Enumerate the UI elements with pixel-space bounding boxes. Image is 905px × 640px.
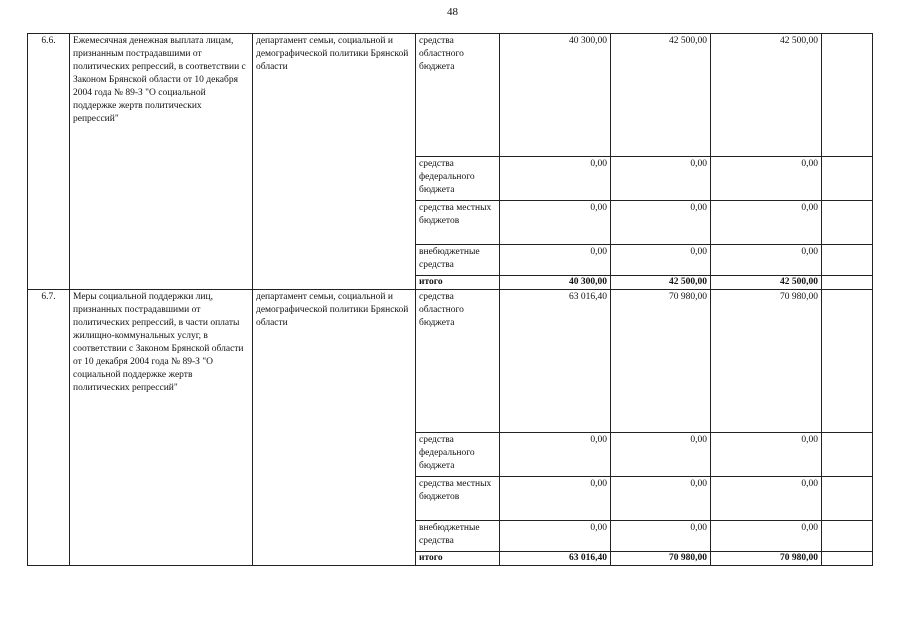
source-label: средства местных бюджетов (416, 201, 500, 245)
value-year2: 0,00 (611, 245, 711, 276)
measure-description: Ежемесячная денежная выплата лицам, признанным пострадавшими от политических репрессий, в соответствии с Законом Брянской области от 10 декабря 2004 года № 89-З "О социальной поддержке жертв политических репрессий" (70, 34, 253, 290)
total-year1: 63 016,40 (500, 552, 611, 566)
table-row (28, 34, 873, 157)
budget-table (27, 33, 873, 566)
row-index: 6.7. (28, 290, 70, 566)
value-year2: 0,00 (611, 201, 711, 245)
empty-cell (822, 552, 873, 566)
empty-cell (822, 477, 873, 521)
source-label: внебюджетные средства (416, 245, 500, 276)
value-year2: 42 500,00 (611, 34, 711, 157)
value-year1: 0,00 (500, 433, 611, 477)
value-year1: 0,00 (500, 521, 611, 552)
value-year1: 0,00 (500, 245, 611, 276)
value-year1: 0,00 (500, 201, 611, 245)
value-year2: 0,00 (611, 477, 711, 521)
empty-cell (822, 245, 873, 276)
value-year1: 0,00 (500, 477, 611, 521)
empty-cell (822, 276, 873, 290)
empty-cell (822, 201, 873, 245)
value-year2: 0,00 (611, 521, 711, 552)
row-index: 6.6. (28, 34, 70, 290)
total-year2: 42 500,00 (611, 276, 711, 290)
value-year3: 0,00 (711, 433, 822, 477)
total-year2: 70 980,00 (611, 552, 711, 566)
empty-cell (822, 521, 873, 552)
value-year1: 0,00 (500, 157, 611, 201)
source-label: внебюджетные средства (416, 521, 500, 552)
empty-cell (822, 290, 873, 433)
value-year2: 0,00 (611, 157, 711, 201)
value-year3: 0,00 (711, 157, 822, 201)
value-year3: 0,00 (711, 477, 822, 521)
value-year1: 40 300,00 (500, 34, 611, 157)
table-row (28, 290, 873, 433)
value-year1: 63 016,40 (500, 290, 611, 433)
empty-cell (822, 433, 873, 477)
value-year2: 70 980,00 (611, 290, 711, 433)
executor: департамент семьи, социальной и демографической политики Брянской области (253, 290, 416, 566)
source-label: средства местных бюджетов (416, 477, 500, 521)
value-year3: 0,00 (711, 201, 822, 245)
source-label: средства областного бюджета (416, 290, 500, 433)
total-year3: 70 980,00 (711, 552, 822, 566)
value-year3: 0,00 (711, 521, 822, 552)
measure-description: Меры социальной поддержки лиц, признанных пострадавшими от политических репрессий, в части оплаты жилищно-коммунальных услуг, в соответствии с Законом Брянской области от 10 декабря 2004 года № 89-З "О социальной поддержке жертв политических репрессий" (70, 290, 253, 566)
executor: департамент семьи, социальной и демографической политики Брянской области (253, 34, 416, 290)
source-label: средства областного бюджета (416, 34, 500, 157)
source-label: средства федерального бюджета (416, 433, 500, 477)
value-year3: 42 500,00 (711, 34, 822, 157)
total-label: итого (416, 552, 500, 566)
value-year3: 70 980,00 (711, 290, 822, 433)
source-label: средства федерального бюджета (416, 157, 500, 201)
total-year3: 42 500,00 (711, 276, 822, 290)
total-label: итого (416, 276, 500, 290)
value-year3: 0,00 (711, 245, 822, 276)
empty-cell (822, 34, 873, 157)
empty-cell (822, 157, 873, 201)
total-year1: 40 300,00 (500, 276, 611, 290)
value-year2: 0,00 (611, 433, 711, 477)
page-number: 48 (447, 6, 458, 18)
